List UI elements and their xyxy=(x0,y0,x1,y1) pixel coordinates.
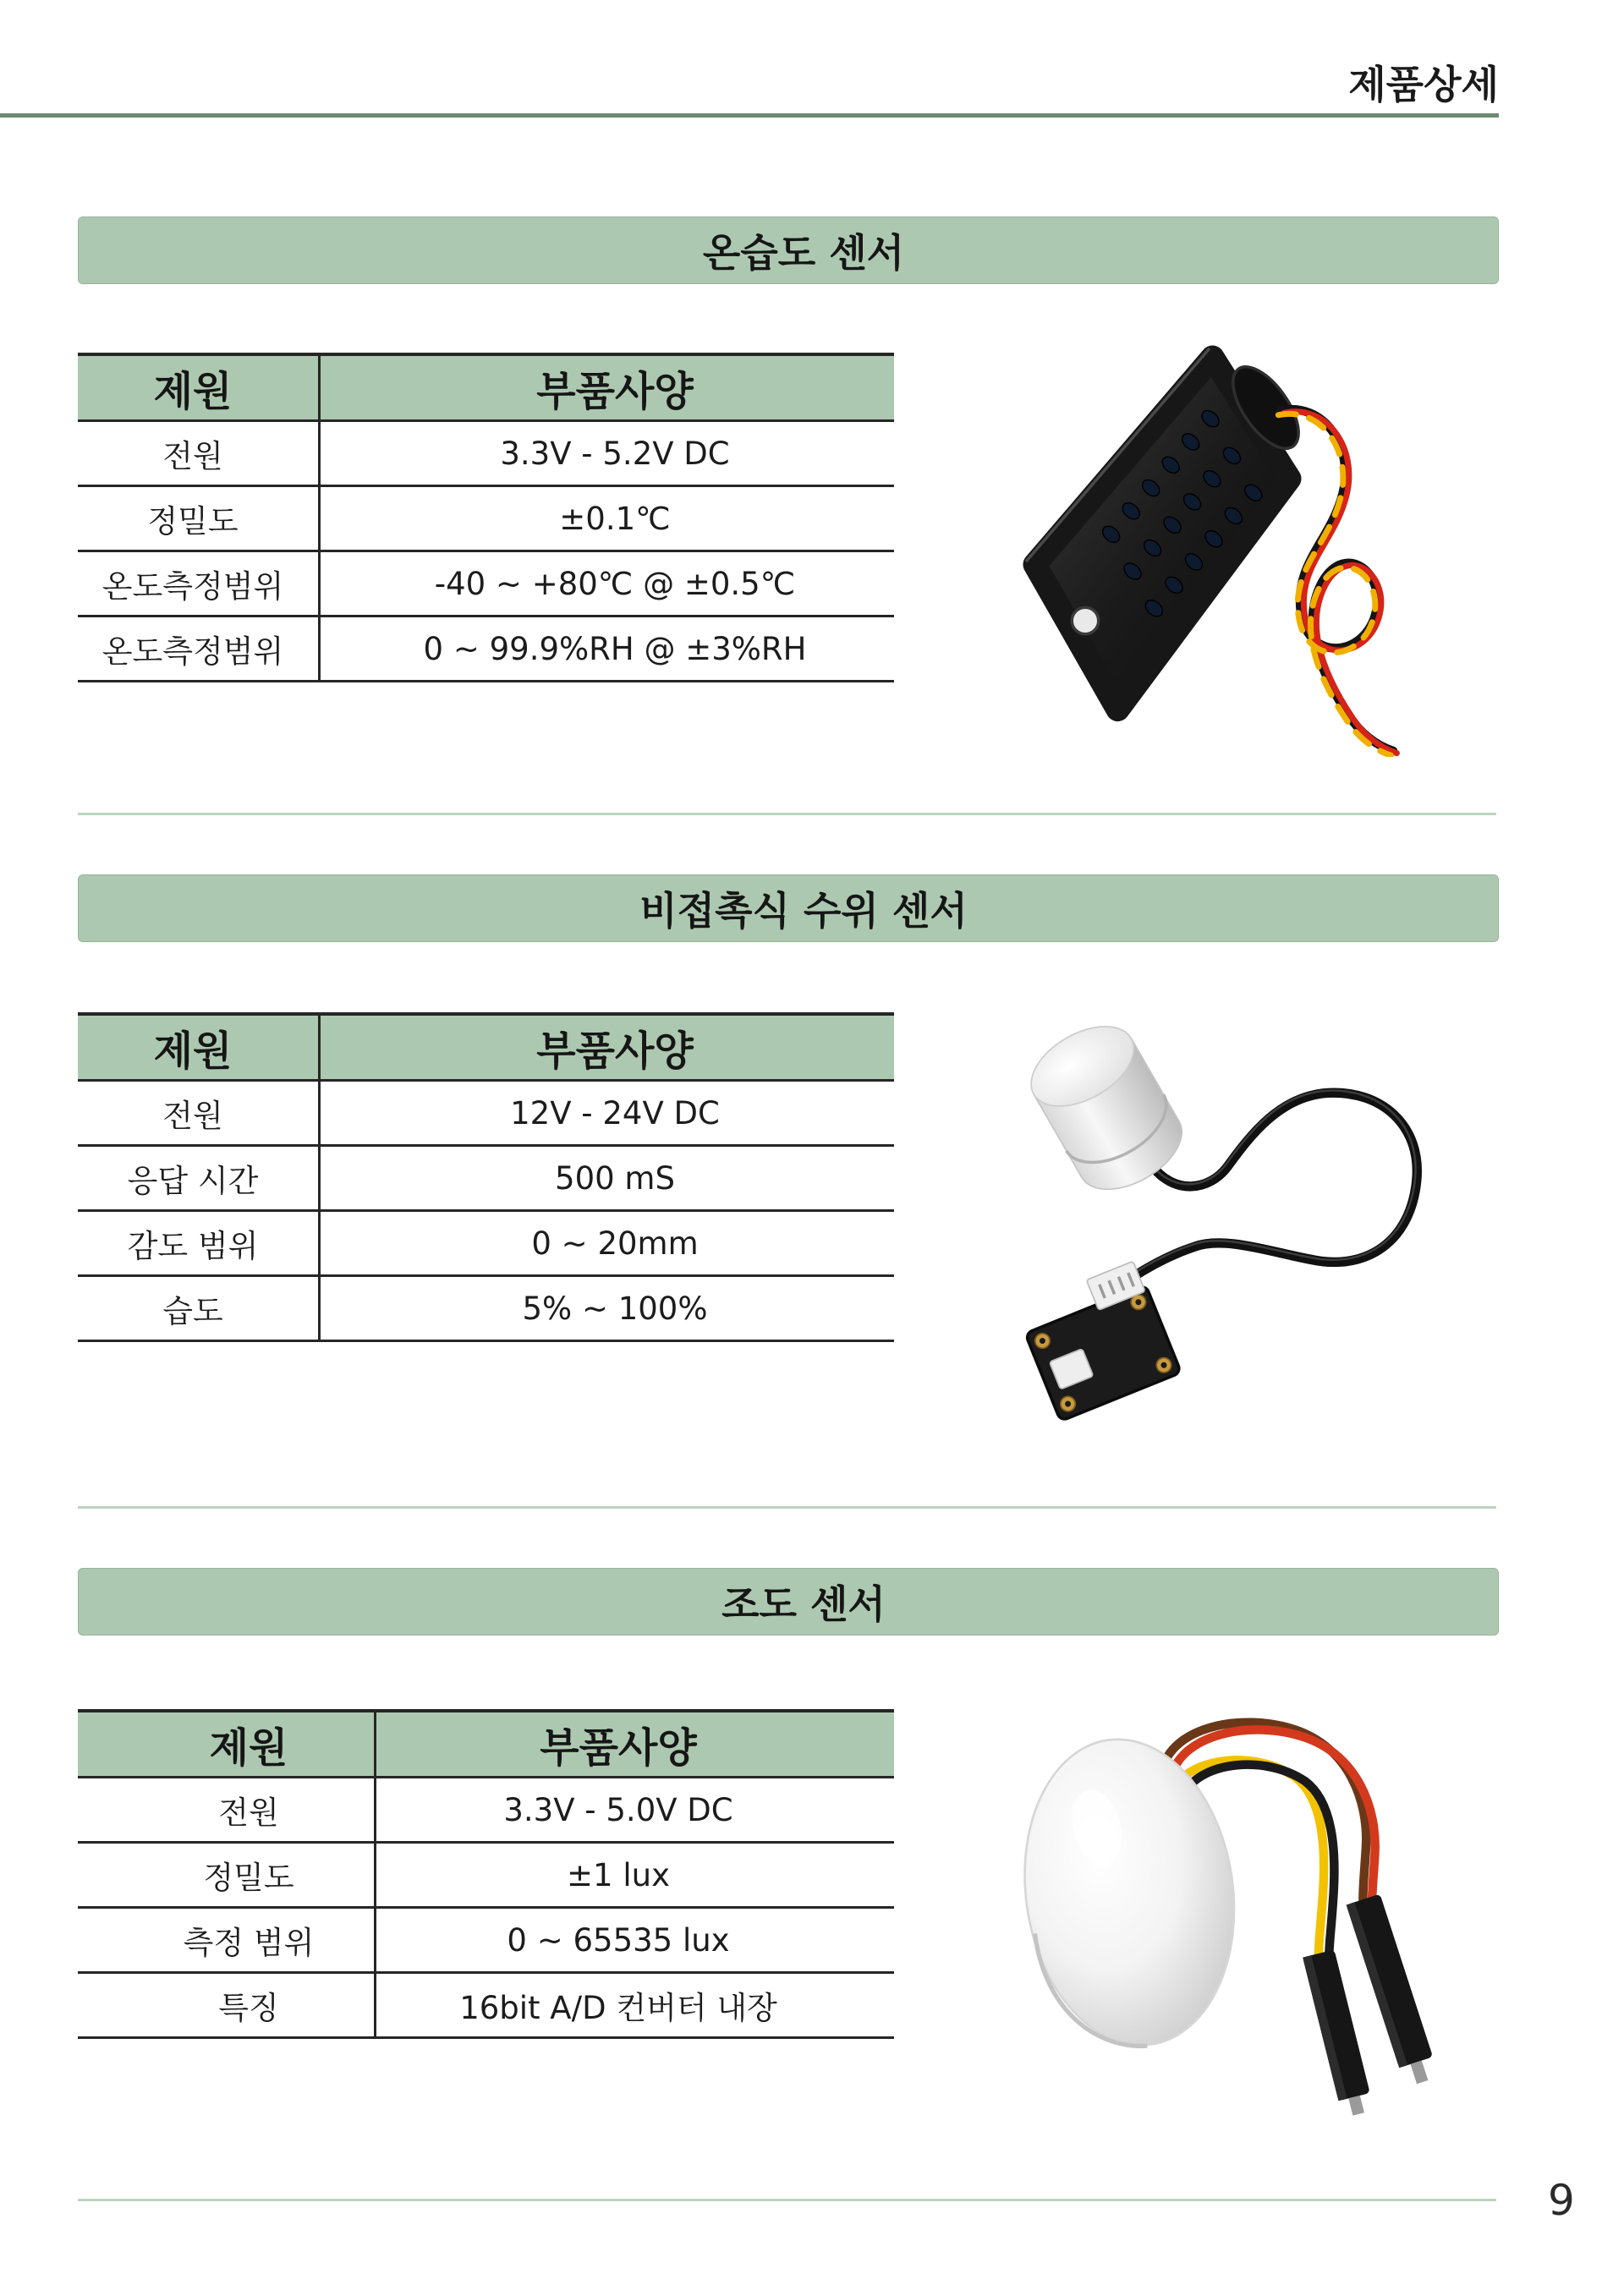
spec-name-cell: 전원 xyxy=(78,1082,321,1144)
spec-row xyxy=(78,1082,894,1147)
spec-value-cell: 500 mS xyxy=(555,1159,675,1197)
spec-name-cell: 응답 시간 xyxy=(78,1147,321,1209)
spec-name-cell: 전원 xyxy=(78,422,321,485)
jumper-connector xyxy=(1303,1949,1374,2118)
spec-value-cell: ±1 lux xyxy=(567,1856,670,1893)
spec-name-cell: 전원 xyxy=(78,1778,376,1841)
section-title-banner xyxy=(78,216,1499,284)
mounting-hole xyxy=(1072,607,1099,634)
spec-row xyxy=(78,1974,894,2039)
section-title: 비접촉식 수위 센서 xyxy=(639,888,968,934)
spec-row xyxy=(78,1844,894,1909)
section-divider xyxy=(78,813,1496,815)
spec-value-cell: 3.3V - 5.0V DC xyxy=(503,1791,733,1828)
column-header-spec: 제원 xyxy=(78,1712,376,1776)
spec-value-cell: -40 ~ +80℃ @ ±0.5℃ xyxy=(434,565,796,602)
section-title: 조도 센서 xyxy=(721,1581,886,1627)
spec-row xyxy=(78,422,894,487)
spec-name-cell: 특징 xyxy=(78,1974,376,2036)
spec-row xyxy=(78,1277,894,1342)
sensor-dome xyxy=(1020,1726,1254,2059)
sensor-body xyxy=(1026,348,1311,710)
spec-value-cell: 12V - 24V DC xyxy=(510,1094,720,1132)
spec-row xyxy=(78,487,894,552)
spec-row xyxy=(78,1212,894,1277)
spec-name-cell: 정밀도 xyxy=(78,487,321,550)
spec-table-header xyxy=(78,1016,894,1082)
spec-value-cell: 5% ~ 100% xyxy=(522,1290,708,1327)
spec-value-cell: 16bit A/D 컨버터 내장 xyxy=(459,1990,777,2026)
section-title-banner xyxy=(78,874,1499,942)
column-header-value: 부품사양 xyxy=(536,1027,694,1075)
spec-value-cell: 0 ~ 20mm xyxy=(531,1225,699,1262)
column-header-spec: 제원 xyxy=(78,1016,321,1079)
column-header-value: 부품사양 xyxy=(540,1724,697,1772)
spec-value-cell: 0 ~ 99.9%RH @ ±3%RH xyxy=(423,630,807,667)
spec-row xyxy=(78,552,894,617)
spec-table-header xyxy=(78,356,894,422)
light-sensor-image xyxy=(1020,1712,1441,2126)
spec-row xyxy=(78,1778,894,1844)
footer-divider xyxy=(78,2199,1496,2201)
spec-table xyxy=(78,1012,894,1342)
sensor-wires xyxy=(1278,409,1396,755)
spec-name-cell: 온도측정범위 xyxy=(78,552,321,615)
spec-name-cell: 습도 xyxy=(78,1277,321,1340)
spec-table-header xyxy=(78,1712,894,1778)
page-number: 9 xyxy=(1548,2176,1575,2225)
section-title: 온습도 센서 xyxy=(702,230,905,276)
spec-row xyxy=(78,617,894,682)
temperature-humidity-sensor-image xyxy=(1020,342,1435,757)
spec-row xyxy=(78,1909,894,1974)
spec-row xyxy=(78,1147,894,1212)
spec-table xyxy=(78,353,894,682)
spec-value-cell: 0 ~ 65535 lux xyxy=(507,1921,730,1959)
water-level-sensor-image xyxy=(1020,1013,1435,1434)
sensor-board xyxy=(1020,1260,1181,1421)
spec-name-cell: 정밀도 xyxy=(78,1844,376,1906)
section-divider xyxy=(78,1506,1496,1509)
page-header-title: 제품상세 xyxy=(1348,62,1499,107)
header-rule xyxy=(0,113,1499,118)
spec-name-cell: 감도 범위 xyxy=(78,1212,321,1274)
spec-table xyxy=(78,1709,894,2039)
spec-value-cell: 3.3V - 5.2V DC xyxy=(500,435,730,472)
spec-name-cell: 온도측정범위 xyxy=(78,617,321,680)
spec-name-cell: 측정 범위 xyxy=(78,1909,376,1971)
column-header-spec: 제원 xyxy=(78,356,321,419)
column-header-value: 부품사양 xyxy=(536,368,694,415)
spec-value-cell: ±0.1℃ xyxy=(559,500,671,537)
section-title-banner xyxy=(78,1568,1499,1636)
